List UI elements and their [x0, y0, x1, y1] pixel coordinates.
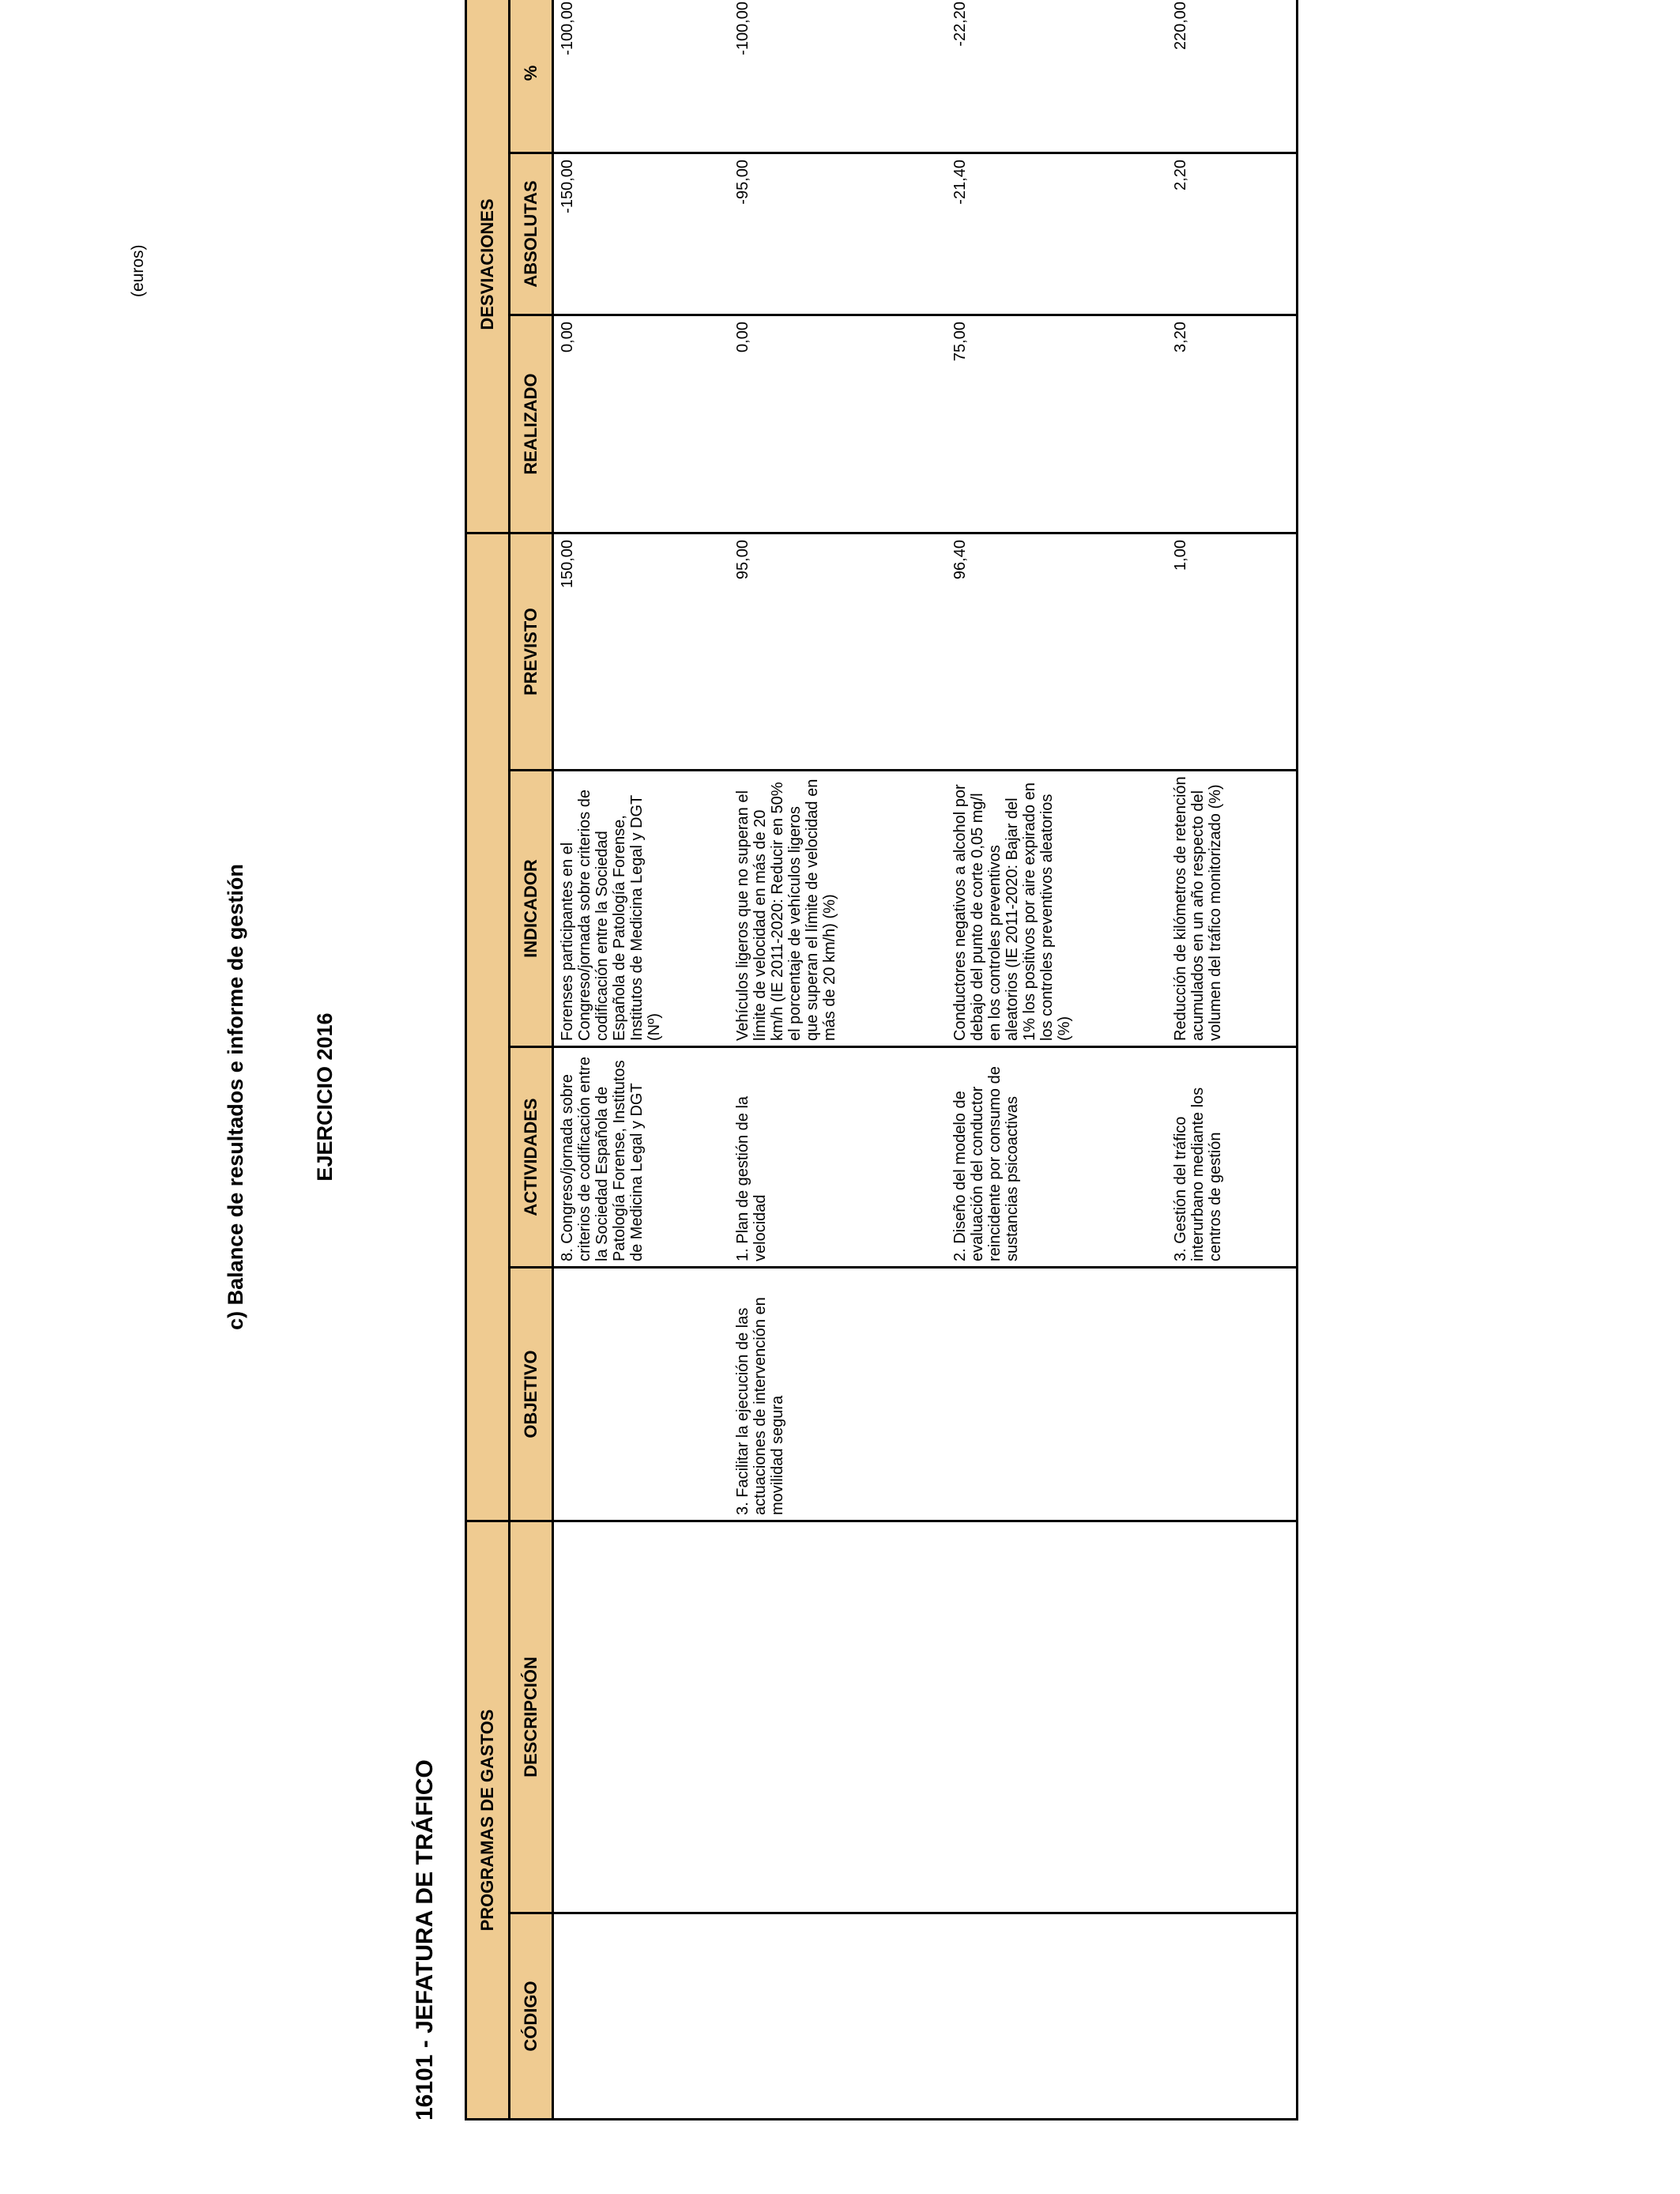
- col-realizado: REALIZADO: [510, 314, 554, 532]
- row4-absolutas: 2,20: [1172, 160, 1189, 190]
- row3-actividad: 2. Diseño del modelo de evaluación del conductor reincidente por consumo de sustancias psicoactivas: [951, 1066, 1021, 1261]
- row2-actividad: 1. Plan de gestión de la velocidad: [734, 1095, 769, 1261]
- exercise-year: EJERCICIO 2016: [313, 1012, 337, 1182]
- vline-2: [554, 1520, 1296, 1522]
- row4-pct: 220,00: [1172, 2, 1189, 51]
- col-indicador: INDICADOR: [510, 769, 554, 1046]
- vline-8: [554, 152, 1296, 154]
- currency-units: (euros): [129, 244, 147, 297]
- row4-indicador: Reducción de kilómetros de retención acumulados en un año respecto del volumen del tráfico monitorizado (%): [1172, 776, 1224, 1041]
- row2-pct: -100,00: [734, 2, 751, 55]
- report-title: c) Balance de resultados e informe de gestión: [224, 864, 247, 1330]
- vline-6: [554, 532, 1296, 534]
- vline-4: [554, 1046, 1296, 1048]
- row3-absolutas: -21,40: [951, 160, 969, 205]
- row4-actividad: 3. Gestión del tráfico interurbano mediante los centros de gestión: [1172, 1087, 1224, 1261]
- row1-indicador: Forenses participantes en el Congreso/jornada sobre criterios de codificación entre la Sociedad Española de Patología Forense, Institutos de Medicina Legal y DGT (Nº): [559, 790, 663, 1041]
- group-programas: PROGRAMAS DE GASTOS: [467, 1520, 510, 2118]
- row3-indicador: Conductores negativos a alcohol por debajo del punto de corte 0,05 mg/l en los controles preventivos aleatorios (IE 2011-2020: Bajar del 1% los positivos por aire expirado en los controles preventivos aleatorios (%): [951, 782, 1073, 1041]
- group-empty-1: [467, 532, 510, 1520]
- col-objetivo: OBJETIVO: [510, 1266, 554, 1520]
- row1-realizado: 0,00: [559, 322, 576, 352]
- vline-7: [554, 314, 1296, 316]
- row1-absolutas: -150,00: [559, 160, 576, 213]
- col-actividades: ACTIVIDADES: [510, 1046, 554, 1266]
- row2-previsto: 95,00: [734, 540, 751, 580]
- vline-5: [554, 769, 1296, 771]
- row3-pct: -22,20: [951, 2, 969, 47]
- vline-3: [554, 1266, 1296, 1269]
- organization-name: 16101 - JEFATURA DE TRÁFICO: [412, 1759, 438, 2120]
- row1-actividad: 8. Congreso/jornada sobre criterios de codificación entre la Sociedad Española de Patología Forense, Institutos de Medicina Legal y DGT: [559, 1056, 646, 1261]
- col-previsto: PREVISTO: [510, 532, 554, 769]
- vline-1: [554, 1912, 1296, 1914]
- row1-pct: -100,00: [559, 2, 576, 55]
- col-codigo: CÓDIGO: [510, 1912, 554, 2118]
- row4-realizado: 3,20: [1172, 322, 1189, 352]
- row2-objetivo: 3. Facilitar la ejecución de las actuaciones de intervención en movilidad segura: [734, 1297, 786, 1515]
- row4-previsto: 1,00: [1172, 540, 1189, 571]
- row3-realizado: 75,00: [951, 322, 969, 362]
- col-descripcion: DESCRIPCIÓN: [510, 1520, 554, 1912]
- row2-absolutas: -95,00: [734, 160, 751, 205]
- results-table: [465, 0, 1298, 2120]
- row1-previsto: 150,00: [559, 540, 576, 589]
- row2-indicador: Vehículos ligeros que no superan el límite de velocidad en más de 20 km/h (IE 2011-2020: Reducir en 50% el porcentaje de vehículos ligeros que superan el límite de velocidad en más de 20 km/h) (%): [734, 778, 838, 1041]
- group-desviaciones: DESVIACIONES: [467, 0, 510, 532]
- col-absolutas: ABSOLUTAS: [510, 152, 554, 314]
- row2-realizado: 0,00: [734, 322, 751, 352]
- col-pct: %: [510, 0, 554, 152]
- row3-previsto: 96,40: [951, 540, 969, 580]
